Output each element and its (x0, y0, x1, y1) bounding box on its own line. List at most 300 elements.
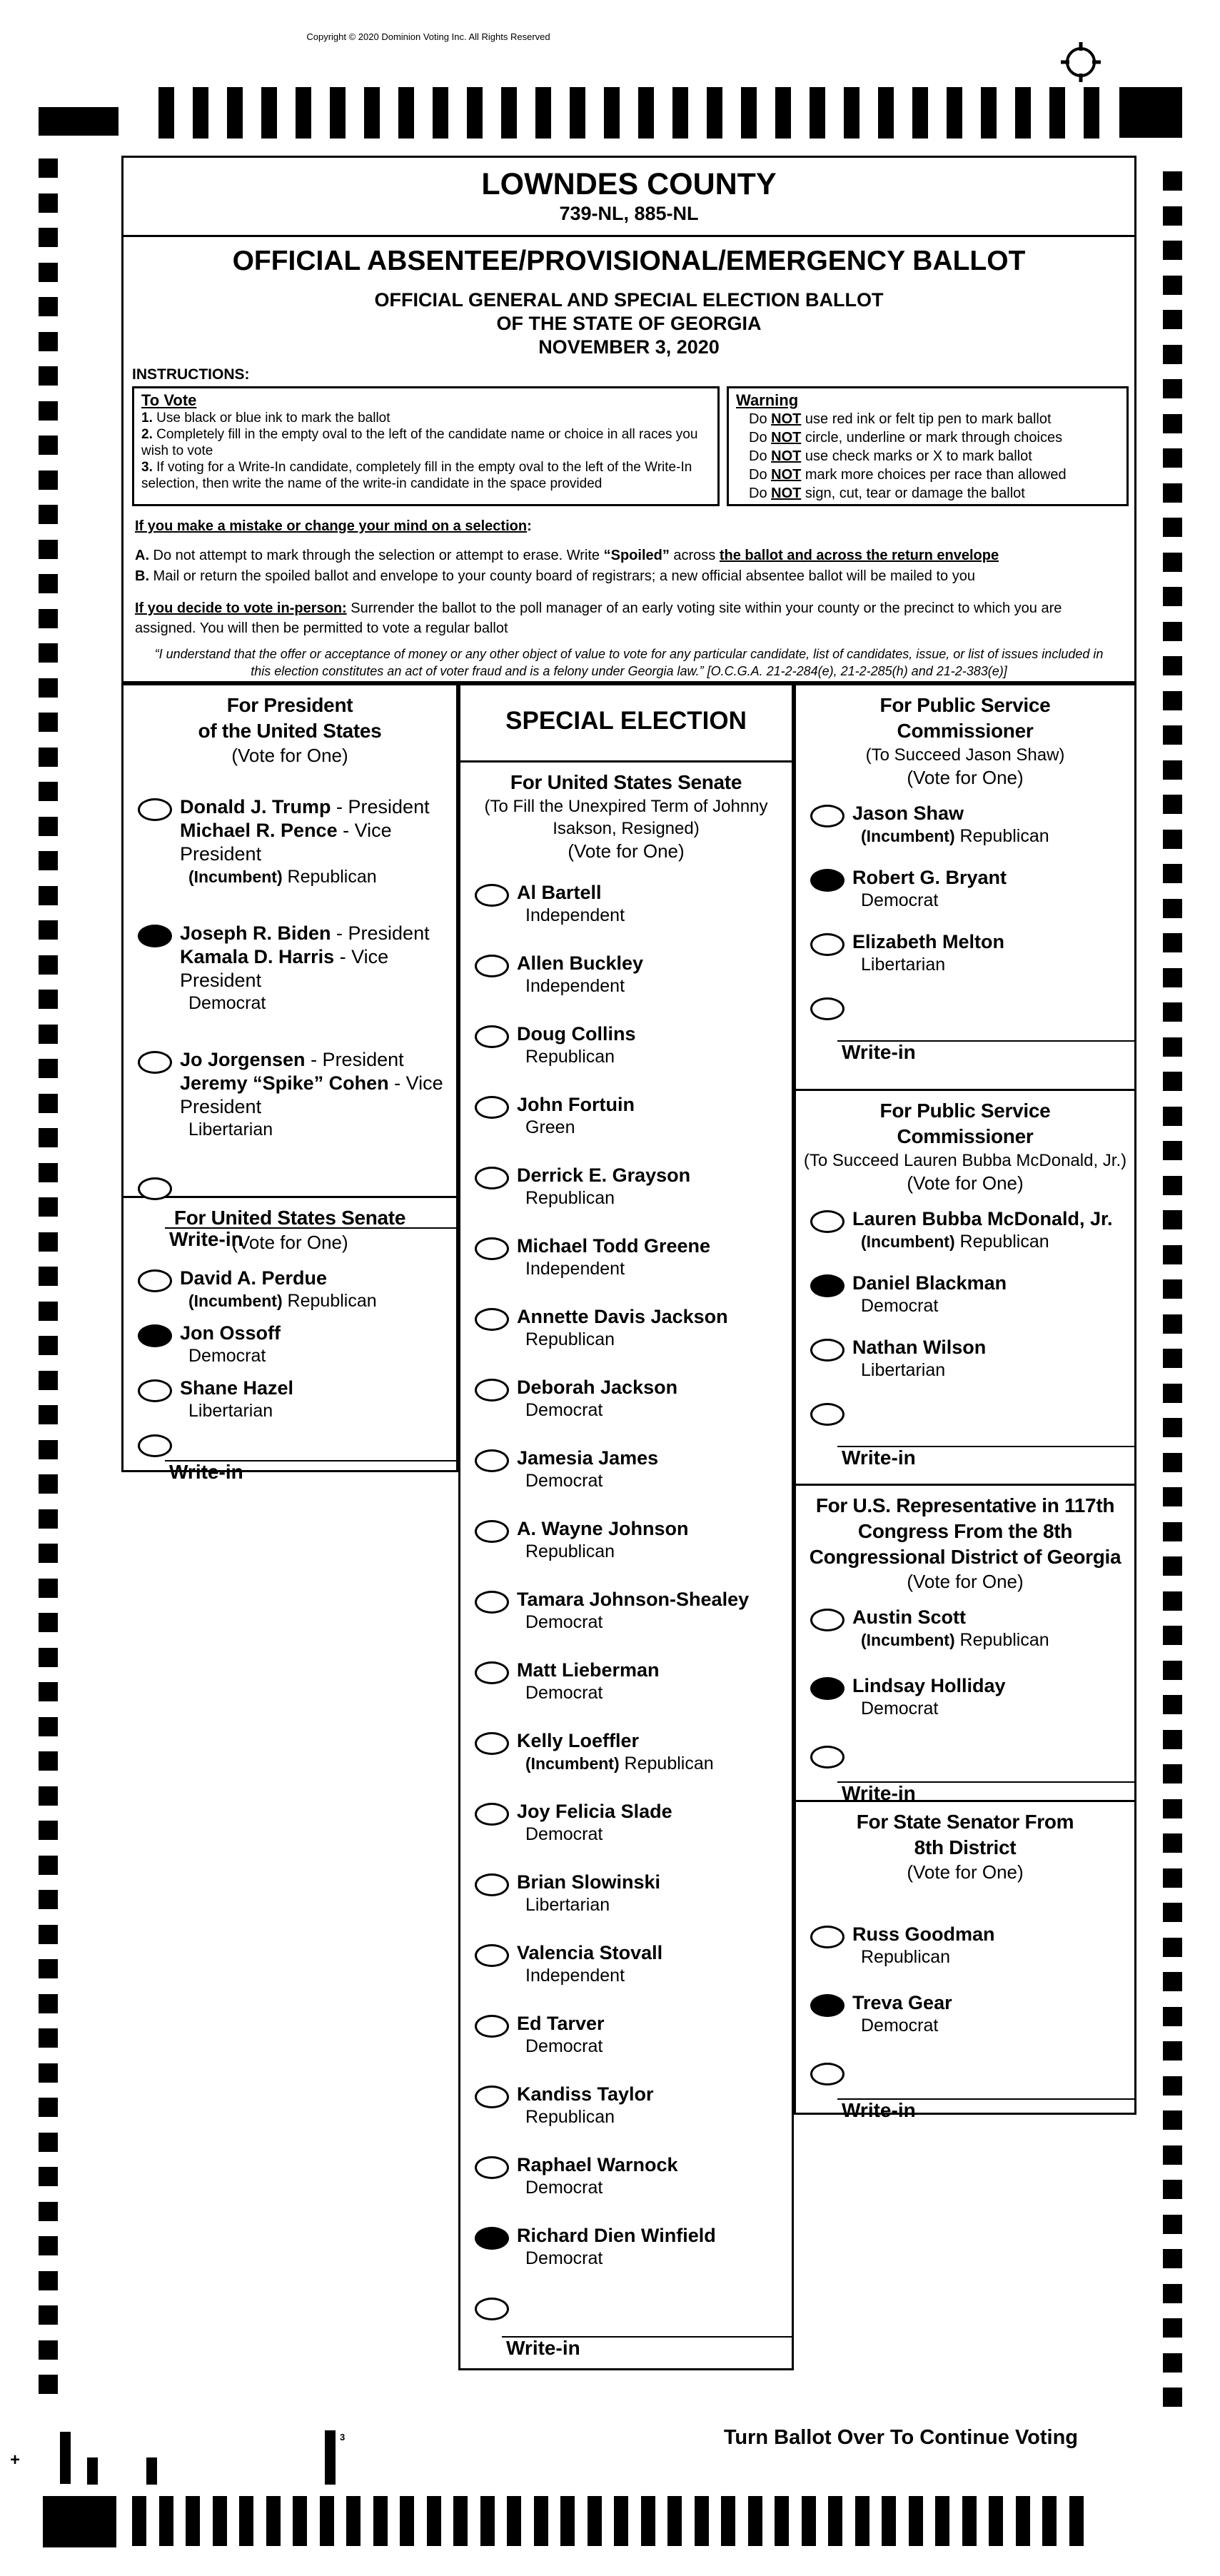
ballot-oval[interactable] (475, 1944, 509, 1967)
timing-mark (560, 2496, 575, 2546)
timing-mark (39, 1682, 58, 1701)
timing-mark (1163, 2007, 1182, 2026)
timing-mark (480, 2496, 495, 2546)
ballot-oval[interactable] (810, 1926, 845, 1948)
ballot-oval[interactable] (810, 1339, 845, 1362)
ballot-oval[interactable] (810, 1677, 845, 1700)
timing-mark (158, 87, 174, 139)
write-in-area (460, 2336, 792, 2359)
candidate-text (517, 1164, 690, 1209)
write-in-area (796, 1446, 1134, 1469)
ballot-oval[interactable] (810, 805, 845, 827)
candidate-text (517, 1588, 749, 1633)
ballot-oval[interactable] (810, 1994, 845, 2017)
timing-mark (775, 87, 791, 139)
timing-mark (1163, 587, 1182, 606)
timing-mark (1163, 830, 1182, 849)
timing-mark (667, 2496, 682, 2546)
mistake-item-a (135, 545, 1124, 566)
candidate-name: Austin Scott (852, 1606, 966, 1628)
candidate-option (460, 1588, 792, 1633)
contest-box (796, 1089, 1134, 1484)
write-in-option (796, 1400, 1134, 1426)
ballot-oval[interactable] (810, 933, 845, 956)
ballot-oval[interactable] (475, 1237, 509, 1260)
candidate-party: Independent (525, 976, 625, 996)
ballot-oval[interactable] (475, 1096, 509, 1119)
timing-mark (1163, 1522, 1182, 1541)
timing-mark (39, 574, 58, 593)
timing-mark (227, 87, 243, 139)
timing-mark (1016, 2496, 1030, 2546)
vote-for-instruction: (Vote for One) (231, 745, 348, 766)
timing-mark (186, 2496, 200, 2546)
candidate-party: Democrat (861, 1296, 939, 1316)
timing-mark (39, 955, 58, 975)
candidate-option (460, 2083, 792, 2128)
text-segment: Completely fill in the empty oval to the left of the candidate name or choice in all races you wish to vote (141, 427, 698, 458)
contest-title: For State Senator From (856, 1811, 1074, 1833)
timing-mark (1163, 1418, 1182, 1437)
timing-mark (1163, 2041, 1182, 2061)
timing-mark (467, 87, 483, 139)
text-segment: B. (135, 568, 149, 584)
candidate-name: Jason Shaw (852, 803, 964, 824)
timing-mark (39, 2063, 58, 2083)
candidate-party: Independent (525, 1259, 625, 1279)
timing-mark (1015, 87, 1031, 139)
timing-mark (39, 263, 58, 282)
in-person-note (135, 598, 1124, 638)
ballot-oval[interactable] (810, 869, 845, 892)
candidate-text (517, 881, 625, 926)
timing-mark (266, 2496, 281, 2546)
ballot-oval[interactable] (138, 1269, 172, 1292)
candidate-option (123, 1377, 456, 1422)
ballot-oval[interactable] (475, 1732, 509, 1755)
timing-mark (1163, 276, 1182, 295)
election-title-line: OF THE STATE OF GEORGIA (496, 313, 762, 334)
candidate-party: (Incumbent) Republican (525, 1754, 714, 1773)
candidate-name: Russ Goodman (852, 1923, 995, 1945)
timing-mark (39, 1579, 58, 1598)
ballot-oval[interactable] (475, 884, 509, 907)
ballot-oval[interactable] (475, 1025, 509, 1048)
timing-mark (1163, 933, 1182, 952)
write-in-oval[interactable] (810, 1746, 845, 1769)
timing-mark (1163, 864, 1182, 883)
timing-mark (39, 2375, 58, 2394)
text-segment: use red ink or felt tip pen to mark ballot (801, 411, 1052, 427)
candidate-text (852, 1207, 1113, 1252)
timing-mark (39, 817, 58, 836)
candidate-text (517, 2083, 654, 2128)
timing-mark (39, 366, 58, 386)
timing-mark (672, 87, 688, 139)
timing-mark (1163, 2110, 1182, 2130)
candidate-name: Nathan Wilson (852, 1337, 987, 1358)
timing-mark (1163, 2215, 1182, 2234)
candidate-text (852, 930, 1004, 975)
ballot-oval[interactable] (475, 1520, 509, 1543)
election-title (123, 288, 1134, 359)
contest-title: 8th District (914, 1836, 1017, 1858)
ballot-oval[interactable] (810, 1210, 845, 1233)
ballot-oval[interactable] (475, 1379, 509, 1402)
candidate-name: David A. Perdue (180, 1267, 328, 1289)
timing-mark (1163, 1903, 1182, 1922)
candidate-text (517, 1941, 662, 1986)
write-in-option (460, 2295, 792, 2320)
to-vote-items (141, 410, 710, 492)
candidate-text (517, 2224, 716, 2269)
instruction-line (736, 447, 1119, 466)
candidate-name: Daniel Blackman (852, 1272, 1007, 1294)
ballot-oval[interactable] (475, 1873, 509, 1896)
turn-ballot-over-text: Turn Ballot Over To Continue Voting (723, 2426, 1078, 2449)
timing-block (1119, 87, 1182, 138)
contest-title: of the United States (198, 720, 382, 742)
timing-mark (1049, 87, 1065, 139)
timing-mark (364, 87, 380, 139)
candidate-text (852, 1991, 952, 2036)
instructions-label: INSTRUCTIONS: (132, 366, 250, 383)
timing-mark (570, 87, 585, 139)
timing-mark (1163, 379, 1182, 398)
candidate-party: Libertarian (861, 1360, 946, 1380)
candidate-text (517, 1871, 660, 1916)
candidate-name: Jeremy “Spike” Cohen - Vice President (180, 1072, 443, 1117)
timing-mark (1163, 1314, 1182, 1334)
timing-mark (373, 2496, 388, 2546)
write-in-option (796, 1743, 1134, 1769)
timing-mark (1163, 1002, 1182, 1022)
timing-mark (1069, 2496, 1084, 2546)
timing-mark (39, 1197, 58, 1217)
candidate-party: (Incumbent) Republican (861, 1630, 1049, 1650)
timing-mark (39, 2133, 58, 2152)
vote-for-instruction: (Vote for One) (907, 1172, 1024, 1194)
candidate-name: Jamesia James (517, 1447, 659, 1469)
write-in-option (123, 1432, 456, 1457)
timing-mark (39, 2202, 58, 2221)
timing-mark (810, 87, 825, 139)
write-in-oval[interactable] (475, 2298, 509, 2320)
timing-block (39, 107, 119, 136)
candidate-party: Democrat (861, 890, 939, 910)
ballot-oval[interactable] (138, 925, 172, 947)
text-segment: If you make a mistake or change your mind on a selection (135, 518, 528, 534)
text-segment: Do (749, 430, 772, 446)
timing-mark (1163, 171, 1182, 191)
candidate-party: Democrat (525, 1400, 603, 1420)
candidate-party: Republican (525, 1047, 615, 1067)
timing-mark (39, 1509, 58, 1529)
ballot-oval[interactable] (138, 1379, 172, 1402)
timing-mark (39, 886, 58, 905)
timing-mark (1163, 2388, 1182, 2407)
timing-mark (1163, 1833, 1182, 1853)
timing-mark (878, 87, 894, 139)
ballot-oval[interactable] (475, 1661, 509, 1684)
candidate-party: Democrat (525, 2036, 603, 2056)
contest-subtitle: (To Succeed Lauren Bubba McDonald, Jr.) (803, 1151, 1127, 1170)
contest-subtitle: Isakson, Resigned) (553, 819, 700, 838)
timing-mark (1163, 1764, 1182, 1783)
write-in-oval[interactable] (810, 1403, 845, 1426)
to-vote-panel (132, 386, 720, 506)
candidate-name: A. Wayne Johnson (517, 1518, 689, 1539)
timing-mark (346, 2496, 361, 2546)
text-segment: NOT (771, 411, 802, 427)
candidate-text (517, 1305, 728, 1350)
candidate-name: Lauren Bubba McDonald, Jr. (852, 1208, 1113, 1229)
timing-mark (912, 87, 928, 139)
timing-mark (1163, 345, 1182, 364)
candidate-option (796, 1336, 1134, 1381)
candidate-text (517, 1022, 635, 1067)
candidate-option (460, 881, 792, 926)
timing-mark (1163, 1868, 1182, 1888)
candidate-option (460, 1164, 792, 1209)
write-in-label: Write-in (842, 2099, 916, 2121)
timing-mark (39, 159, 58, 178)
candidate-text (517, 1376, 677, 1421)
timing-mark (330, 87, 346, 139)
candidate-name: Michael R. Pence - Vice President (180, 820, 392, 865)
ballot-oval[interactable] (810, 1609, 845, 1631)
write-in-option (796, 2060, 1134, 2086)
candidate-name: Lindsay Holliday (852, 1675, 1006, 1696)
timing-mark (39, 471, 58, 490)
timing-mark (1163, 1245, 1182, 1264)
text-segment: Surrender the ballot to the poll manager of an early voting site within your county or the precinct to which you are assigned. You will then be permitted to vote a regular ballot (135, 600, 1062, 636)
ballot-oval[interactable] (138, 1324, 172, 1347)
write-in-label: Write-in (506, 2337, 580, 2359)
ballot-oval[interactable] (475, 1449, 509, 1472)
contest-header (796, 685, 1134, 789)
vote-for-instruction: (Vote for One) (907, 767, 1024, 788)
ballot-oval[interactable] (475, 2086, 509, 2108)
timing-mark (159, 2496, 173, 2546)
candidate-option (796, 1923, 1134, 1968)
timing-mark (775, 2496, 789, 2546)
candidate-text (180, 922, 456, 1014)
timing-mark (400, 2496, 414, 2546)
write-in-area (796, 1040, 1134, 1063)
ballot-oval[interactable] (475, 2015, 509, 2038)
timing-mark (1163, 1072, 1182, 1091)
contest-title: Congressional District of Georgia (809, 1546, 1121, 1568)
ballot-column (458, 683, 794, 2370)
timing-mark (39, 1751, 58, 1771)
candidate-name: Donald J. Trump - President (180, 796, 430, 817)
ballot-oval[interactable] (475, 1591, 509, 1614)
timing-mark (39, 1786, 58, 1806)
write-in-area (796, 2098, 1134, 2121)
candidate-name: Raphael Warnock (517, 2154, 678, 2175)
ballot-oval[interactable] (475, 955, 509, 977)
candidate-party: Libertarian (861, 955, 946, 975)
text-segment: Do not attempt to mark through the selection or attempt to erase. Write (149, 548, 604, 563)
candidate-option (460, 1234, 792, 1279)
election-title-line: NOVEMBER 3, 2020 (538, 336, 720, 358)
text-segment: 2. (141, 427, 153, 442)
candidate-text (180, 795, 456, 887)
timing-mark (39, 851, 58, 870)
timing-mark (695, 2496, 709, 2546)
timing-mark (39, 1059, 58, 1078)
candidate-party: Republican (525, 2107, 615, 2127)
timing-mark (962, 2496, 977, 2546)
timing-mark (1163, 2284, 1182, 2303)
write-in-oval[interactable] (810, 997, 845, 1020)
timing-mark (1163, 1938, 1182, 1957)
candidate-option (460, 2012, 792, 2057)
ballot-oval[interactable] (810, 1274, 845, 1297)
timing-mark (1163, 1487, 1182, 1506)
candidate-party: Democrat (525, 2248, 603, 2268)
candidate-option (460, 1871, 792, 1916)
instructions-box (121, 237, 1136, 683)
candidate-option (460, 1093, 792, 1138)
timing-mark (1042, 2496, 1057, 2546)
write-in-area (123, 1460, 456, 1483)
timing-mark (947, 87, 962, 139)
instruction-line (736, 428, 1119, 447)
vote-for-instruction: (Vote for One) (568, 840, 685, 862)
timing-mark (39, 782, 58, 801)
write-in-oval[interactable] (810, 2063, 845, 2086)
candidate-option (460, 1305, 792, 1350)
candidate-text (180, 1377, 293, 1422)
candidate-name: Al Bartell (517, 882, 602, 903)
text-segment: 3. (141, 460, 153, 475)
candidate-name: Doug Collins (517, 1023, 636, 1045)
ballot-style-codes: 739-NL, 885-NL (559, 203, 699, 224)
county-name: LOWNDES COUNTY (481, 167, 777, 201)
candidate-party: Democrat (525, 1612, 603, 1632)
ballot-oval[interactable] (475, 1167, 509, 1189)
text-segment: Use black or blue ink to mark the ballot (152, 411, 390, 426)
ballot-oval[interactable] (475, 2156, 509, 2179)
timing-mark (39, 1544, 58, 1563)
contest-box (796, 1800, 1134, 2121)
text-segment: If voting for a Write-In candidate, completely fill in the empty oval to the left of the Write-In selection, then write the name of the write-in candidate in the space provided (141, 460, 692, 491)
timing-mark (39, 2167, 58, 2186)
instruction-line (141, 410, 710, 426)
candidate-name: Valencia Stovall (517, 1942, 663, 1963)
ballot-code-mark (60, 2432, 71, 2484)
candidate-option (123, 1322, 456, 1367)
timing-mark (39, 678, 58, 698)
timing-mark (1163, 725, 1182, 745)
candidate-party: Green (525, 1117, 575, 1137)
ballot-oval[interactable] (138, 798, 172, 821)
timing-mark (981, 87, 997, 139)
vote-for-instruction: (Vote for One) (907, 1571, 1024, 1592)
candidate-text (852, 1606, 1049, 1651)
timing-mark (39, 2340, 58, 2360)
candidate-name: Derrick E. Grayson (517, 1164, 691, 1186)
contest-title: For United States Senate (173, 1207, 406, 1229)
timing-mark (1163, 241, 1182, 260)
candidate-name: Annette Davis Jackson (517, 1306, 728, 1327)
text-segment: NOT (771, 485, 802, 501)
timing-mark (296, 87, 311, 139)
ballot-column (121, 683, 458, 1483)
write-in-label: Write-in (842, 1041, 916, 1063)
county-header-box (121, 156, 1136, 237)
contest-title: For Public Service (879, 694, 1051, 716)
ballot-oval[interactable] (475, 1308, 509, 1331)
candidate-party: Democrat (525, 2178, 603, 2198)
candidate-text (852, 1336, 986, 1381)
contest-subtitle: (To Succeed Jason Shaw) (865, 745, 1065, 765)
timing-mark (604, 87, 620, 139)
timing-mark (1163, 1453, 1182, 1472)
instruction-line (141, 426, 710, 459)
timing-mark (1163, 968, 1182, 987)
candidate-text (852, 1923, 995, 1968)
timing-mark (433, 87, 448, 139)
mistake-heading (135, 516, 1124, 537)
timing-mark (1163, 691, 1182, 710)
candidate-party: Republican (525, 1541, 615, 1561)
candidate-text (852, 866, 1007, 911)
timing-mark (39, 436, 58, 455)
warning-title: Warning (736, 391, 799, 409)
timing-mark (427, 2496, 441, 2546)
candidate-option (460, 1376, 792, 1421)
timing-mark (39, 1925, 58, 1944)
candidate-name: Elizabeth Melton (852, 931, 1005, 952)
timing-mark (1163, 656, 1182, 675)
timing-mark (828, 2496, 842, 2546)
ballot-oval[interactable] (475, 2227, 509, 2250)
write-in-label: Write-in (169, 1228, 243, 1250)
write-in-label: Write-in (842, 1447, 916, 1469)
candidate-text (517, 1659, 660, 1704)
contest-title: For Public Service (879, 1100, 1051, 1122)
candidate-name: Richard Dien Winfield (517, 2225, 716, 2246)
text-segment: Do (749, 411, 772, 427)
timing-mark (213, 2496, 227, 2546)
registration-target-icon (1059, 40, 1103, 88)
candidate-name: John Fortuin (517, 1094, 635, 1115)
candidate-party: Republican (861, 1947, 951, 1967)
timing-mark (1163, 310, 1182, 329)
timing-mark (39, 1959, 58, 1978)
timing-mark (802, 2496, 816, 2546)
timing-mark (39, 2098, 58, 2117)
timing-mark (1163, 553, 1182, 572)
write-in-oval[interactable] (138, 1434, 172, 1457)
candidate-name: Joseph R. Biden - President (180, 922, 430, 944)
candidate-party: Democrat (188, 993, 266, 1013)
sheet-glyph: 3 (340, 2432, 346, 2442)
timing-mark (882, 2496, 896, 2546)
timing-mark (39, 1821, 58, 1840)
contest-box (796, 1484, 1134, 1804)
ballot-oval[interactable] (475, 1803, 509, 1826)
contest-subtitle: (To Fill the Unexpired Term of Johnny (484, 797, 768, 816)
text-segment: 1. (141, 411, 153, 426)
candidate-name: Treva Gear (852, 1992, 952, 2013)
candidate-name: Deborah Jackson (517, 1377, 678, 1398)
write-in-oval[interactable] (138, 1177, 172, 1200)
ballot-oval[interactable] (138, 1051, 172, 1074)
